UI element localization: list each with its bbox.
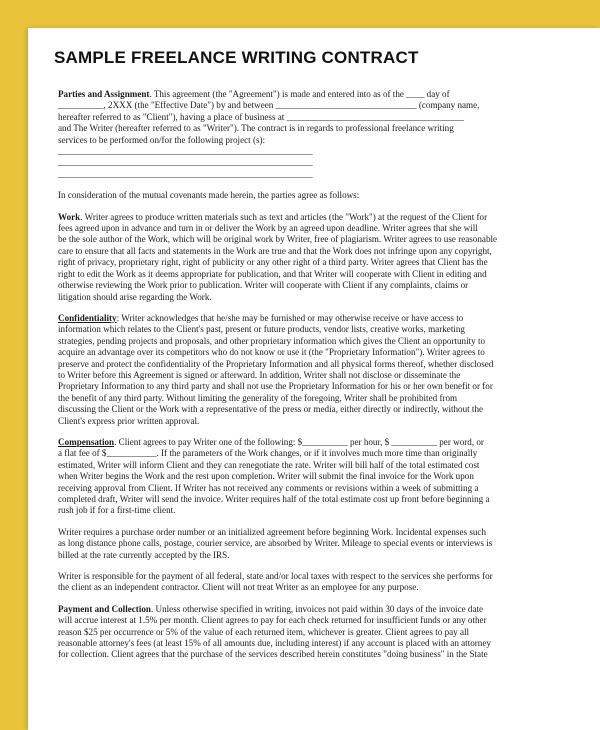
section-compensation — [58, 437, 570, 517]
parties-line-3: hereafter referred to as "Client"), having a place of business at _______________________________________ — [58, 111, 464, 122]
section-purchase-order — [58, 527, 570, 561]
work-text: . Writer agrees to produce written materials such as text and articles (the "Work") at the request of the Client for — [80, 211, 488, 222]
payment-line-1 — [58, 604, 570, 615]
work-line: right to edit the Work as it deems appropriate for publication, and that Writer will cooperate with Client in editing and — [58, 268, 487, 279]
confidentiality-line: preserve and protect the confidentiality of the Proprietary Information and all physical forms thereof, whether disclosed — [58, 358, 494, 369]
work-line: be the sole author of the Work, which will be original work by Writer, free of plagiarism. Writer agrees to use reasonable — [58, 234, 498, 245]
parties-line-2: __________, 2XXX (the "Effective Date") by and between _______________________________ (company name, — [58, 100, 480, 111]
work-line: right of privacy, proprietary right, right of publicity or any other right of a third party. Writer agrees that Client has the — [58, 257, 488, 268]
section-confidentiality — [58, 313, 570, 427]
consideration-text: In consideration of the mutual covenants made herein, the parties agree as follows: — [58, 190, 360, 201]
taxes-line: the client as an independent contractor. Client will not treat Writer as an employee for any purpose. — [58, 582, 419, 593]
compensation-line: a flat fee of $___________. If the parameters of the Work changes, or if it involves much more time than originally — [58, 448, 478, 459]
section-payment — [58, 604, 570, 661]
section-work — [58, 212, 570, 303]
purchase-order-line: Writer requires a purchase order number or an initialized agreement before beginning Work. Incidental expenses such — [58, 526, 486, 537]
parties-line-4: and The Writer (hereafter referred to as "Writer"). The contract is in regards to professional freelance writing — [58, 123, 454, 134]
section-parties — [58, 89, 570, 180]
payment-line: reason $25 per occurrence or 5% of the value of each returned item, whichever is greater. Client agrees to pay all — [58, 626, 470, 637]
parties-heading: Parties and Assignment — [58, 89, 150, 99]
work-line: litigation should arise regarding the Work. — [58, 291, 212, 302]
project-blank-line: ________________________________________________________ — [58, 157, 313, 168]
parties-line-1 — [58, 89, 570, 100]
confidentiality-line: information which relates to the Client's past, present or future products, vendor lists, creative works, marketing — [58, 324, 465, 335]
work-line: care to ensure that all facts and statements in the Work are true and that the Work does not infringe upon any copyright, — [58, 245, 492, 256]
confidentiality-line: strategies, pending projects and proposals, and other proprietary information which gives the Client an opportunity to — [58, 335, 486, 346]
confidentiality-line: Client's express prior written approval. — [58, 415, 200, 426]
confidentiality-line-1 — [58, 313, 570, 324]
document-body — [58, 89, 570, 671]
payment-heading: Payment and Collection — [58, 603, 151, 614]
confidentiality-line: discussing the Client or the Work with a representative of the press or media, either directly or indirectly, without the — [58, 404, 484, 415]
payment-line: will accrue interest at 1.5% per month. Client agrees to pay for each check returned for insufficient funds or any other — [58, 615, 487, 626]
project-blank-line: ________________________________________________________ — [58, 146, 313, 157]
confidentiality-text: : Writer acknowledges that he/she may be furnished or may otherwise receive or have access to — [116, 312, 464, 323]
work-line-1 — [58, 212, 570, 223]
work-heading: Work — [58, 211, 81, 222]
purchase-order-line: as long distance phone calls, postage, courier service, are absorbed by Writer. Mileage to special events or interviews is — [58, 538, 493, 549]
parties-text: . This agreement (the "Agreement") is made and entered into as of the ____ day of — [149, 89, 450, 99]
project-blank-line: ________________________________________________________ — [58, 168, 313, 179]
compensation-line: completed draft, Writer will send the invoice. Writer requires half of the total estimate cost up front before beginning a — [58, 494, 490, 504]
work-line: otherwise reviewing the Work prior to publication. Writer will cooperate with Client if any complaints, claims or — [58, 280, 469, 291]
document-page — [28, 28, 600, 730]
parties-line-5: services to be performed on/for the following project (s): — [58, 134, 266, 145]
purchase-order-line: billed at the rate currently accepted by the IRS. — [58, 549, 230, 560]
confidentiality-line: acquire an advantage over its competitors who do not know or use it (the "Proprietary Information"). Writer agrees to — [58, 347, 485, 358]
confidentiality-heading: Confidentiality — [58, 312, 117, 323]
compensation-line-1 — [58, 437, 570, 448]
compensation-line: estimated, Writer will inform Client and they can renegotiate the rate. Writer will bill half of the total estimated cost — [58, 459, 480, 470]
work-line: fees agreed upon in advance and turn in or deliver the Work by an agreed upon deadline. Writer agrees that she will — [58, 223, 478, 234]
compensation-line: when Writer begins the Work and the rest upon completion. Writer will submit the final invoice for the Work upon — [58, 471, 474, 482]
payment-line: reasonable attorney's fees (at least 15% of all amounts due, including interest) if any account is placed with an attorney — [58, 638, 491, 649]
payment-text: . Unless otherwise specified in writing, invoices not paid within 30 days of the invoice date — [150, 603, 484, 614]
compensation-line: receiving approval from Client. If Writer has not received any comments or revisions within a week of submitting a — [58, 482, 479, 493]
compensation-text: . Client agrees to pay Writer one of the following: $__________ per hour, $ __________ per word, or — [114, 436, 484, 447]
confidentiality-line: the benefit of any third party. Without limiting the generality of the foregoing, Writer shall be prohibited from — [58, 392, 458, 403]
compensation-heading: Compensation — [58, 436, 115, 447]
taxes-line: Writer is responsible for the payment of all federal, state and/or local taxes with respect to the services she performs for — [58, 571, 493, 582]
section-taxes — [58, 571, 570, 594]
compensation-line: rush job if for a first-time client. — [58, 505, 176, 516]
document-title: SAMPLE FREELANCE WRITING CONTRACT — [54, 48, 419, 67]
payment-line: for collection. Client agrees that the purchase of the services described herein constitutes "doing business" in the State — [58, 649, 488, 660]
confidentiality-line: Proprietary Information to any third party and shall not use the Proprietary Information for his or her own benefit or for — [58, 381, 493, 392]
confidentiality-line: to Writer before this Agreement is signed or afterward. In addition, Writer shall not disclose or disseminate the — [58, 369, 461, 380]
